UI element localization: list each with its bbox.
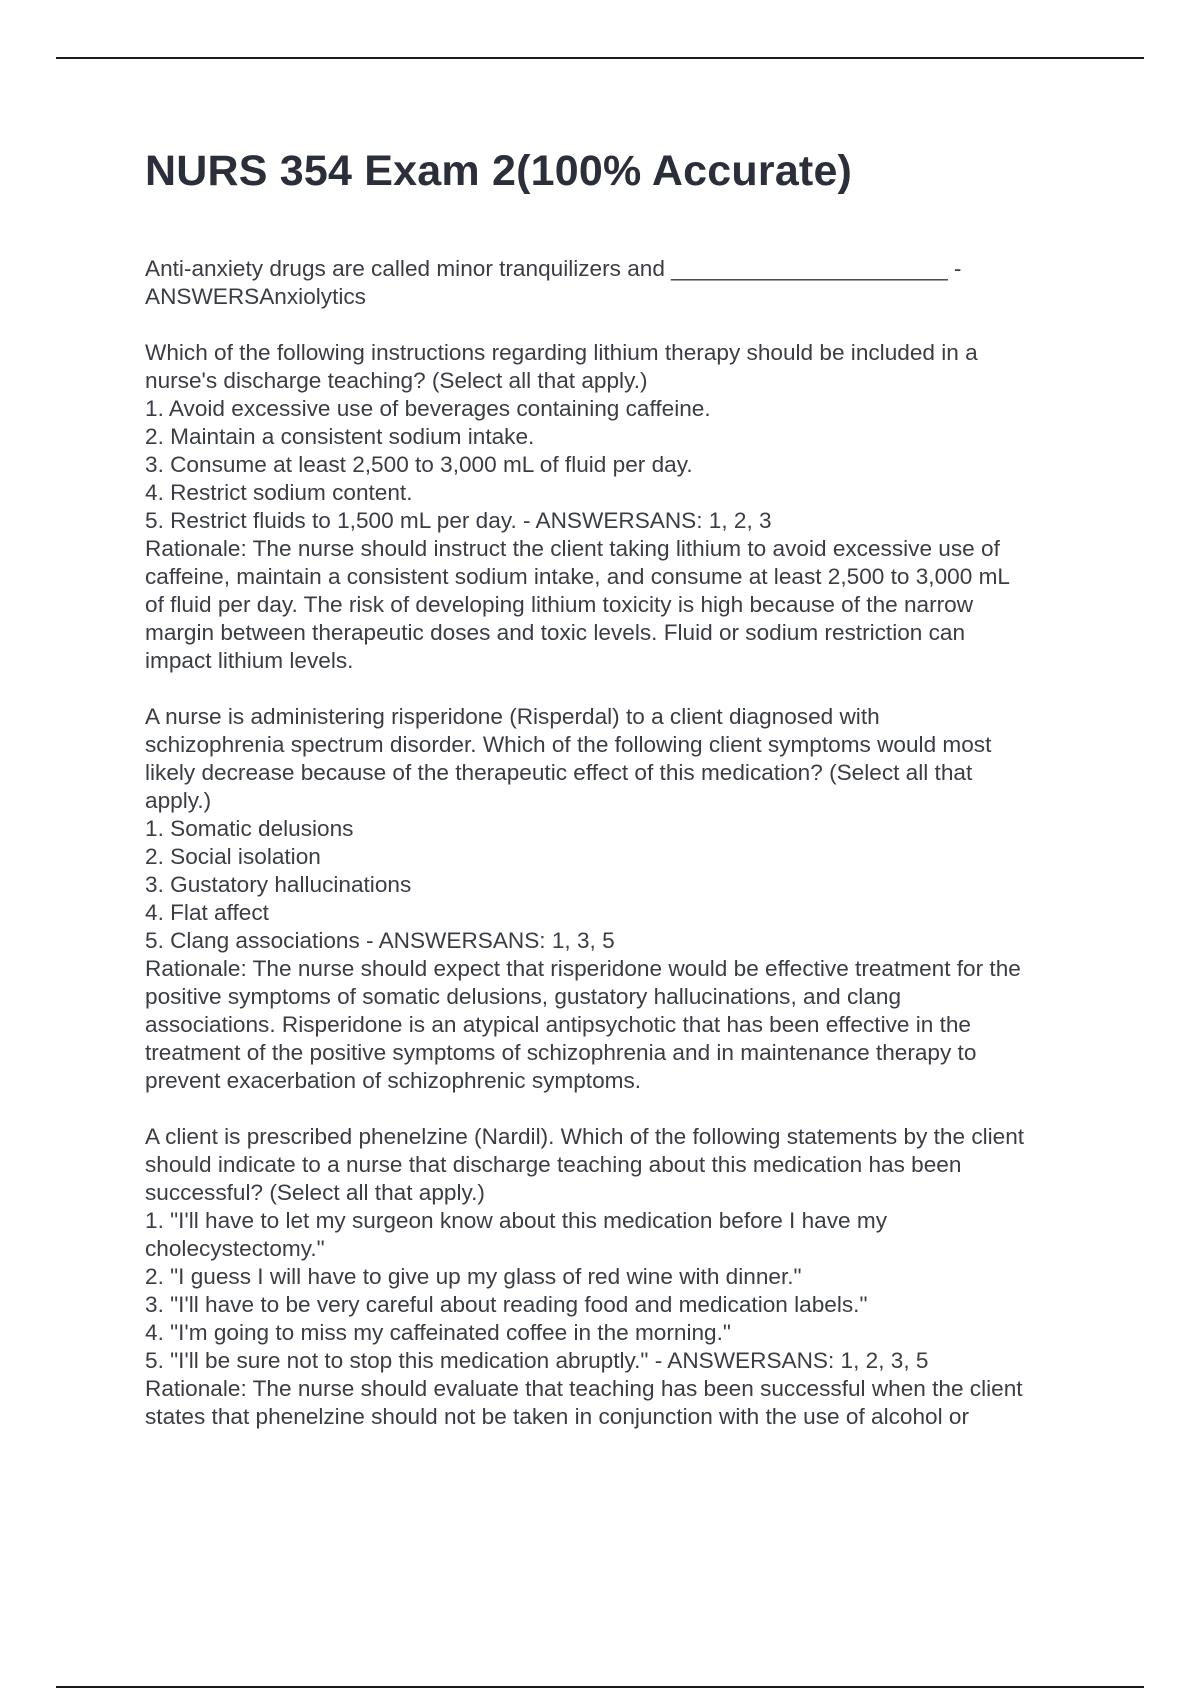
text-line: successful? (Select all that apply.) [145,1180,485,1205]
text-line: 2. Maintain a consistent sodium intake. [145,424,535,449]
text-line: ANSWERSAnxiolytics [145,284,366,309]
text-line: nurse's discharge teaching? (Select all that apply.) [145,368,648,393]
text-line: 4. Restrict sodium content. [145,480,413,505]
question-block-lithium [145,339,1100,675]
text-line: should indicate to a nurse that discharge teaching about this medication has been [145,1152,962,1177]
text-line: apply.) [145,788,212,813]
text-line: 5. "I'll be sure not to stop this medication abruptly." - ANSWERSANS: 1, 2, 3, 5 [145,1348,929,1373]
text-line: 4. Flat affect [145,900,269,925]
text-line: schizophrenia spectrum disorder. Which of the following client symptoms would most [145,732,992,757]
text-line: likely decrease because of the therapeutic effect of this medication? (Select all that [145,760,973,785]
text-line: associations. Risperidone is an atypical antipsychotic that has been effective in the [145,1012,971,1037]
text-line: 5. Clang associations - ANSWERSANS: 1, 3, 5 [145,928,615,953]
text-line: A client is prescribed phenelzine (Nardil). Which of the following statements by the client [145,1124,1025,1149]
footer-rule [56,1686,1144,1688]
text-line: 2. "I guess I will have to give up my glass of red wine with dinner." [145,1264,802,1289]
document-body [145,255,1100,1459]
text-line: 3. "I'll have to be very careful about reading food and medication labels." [145,1292,868,1317]
page-title: NURS 354 Exam 2(100% Accurate) [145,147,853,195]
text-line: 4. "I'm going to miss my caffeinated coffee in the morning." [145,1320,731,1345]
text-line: 3. Consume at least 2,500 to 3,000 mL of fluid per day. [145,452,693,477]
question-block-risperidone [145,703,1100,1095]
text-line: cholecystectomy." [145,1236,325,1261]
header-rule [56,57,1144,59]
text-line: 2. Social isolation [145,844,321,869]
text-line: Rationale: The nurse should evaluate that teaching has been successful when the client [145,1376,1023,1401]
text-line: treatment of the positive symptoms of schizophrenia and in maintenance therapy to [145,1040,977,1065]
question-block-phenelzine [145,1123,1100,1431]
text-line: prevent exacerbation of schizophrenic symptoms. [145,1068,642,1093]
text-line: Which of the following instructions regarding lithium therapy should be included in a [145,340,978,365]
text-line: 1. Avoid excessive use of beverages containing caffeine. [145,396,711,421]
text-line: 1. Somatic delusions [145,816,354,841]
text-line: impact lithium levels. [145,648,354,673]
question-block-anxiolytics [145,255,1100,311]
text-line: 1. "I'll have to let my surgeon know about this medication before I have my [145,1208,887,1233]
text-line: Anti-anxiety drugs are called minor tranquilizers and ______________________ - [145,256,962,281]
text-line: Rationale: The nurse should instruct the client taking lithium to avoid excessive use of [145,536,1000,561]
text-line: 5. Restrict fluids to 1,500 mL per day. - ANSWERSANS: 1, 2, 3 [145,508,772,533]
text-line: Rationale: The nurse should expect that risperidone would be effective treatment for the [145,956,1021,981]
text-line: A nurse is administering risperidone (Risperdal) to a client diagnosed with [145,704,880,729]
text-line: states that phenelzine should not be taken in conjunction with the use of alcohol or [145,1404,969,1429]
text-line: positive symptoms of somatic delusions, gustatory hallucinations, and clang [145,984,902,1009]
text-line: 3. Gustatory hallucinations [145,872,412,897]
text-line: caffeine, maintain a consistent sodium intake, and consume at least 2,500 to 3,000 mL [145,564,1010,589]
text-line: of fluid per day. The risk of developing lithium toxicity is high because of the narrow [145,592,974,617]
text-line: margin between therapeutic doses and toxic levels. Fluid or sodium restriction can [145,620,966,645]
